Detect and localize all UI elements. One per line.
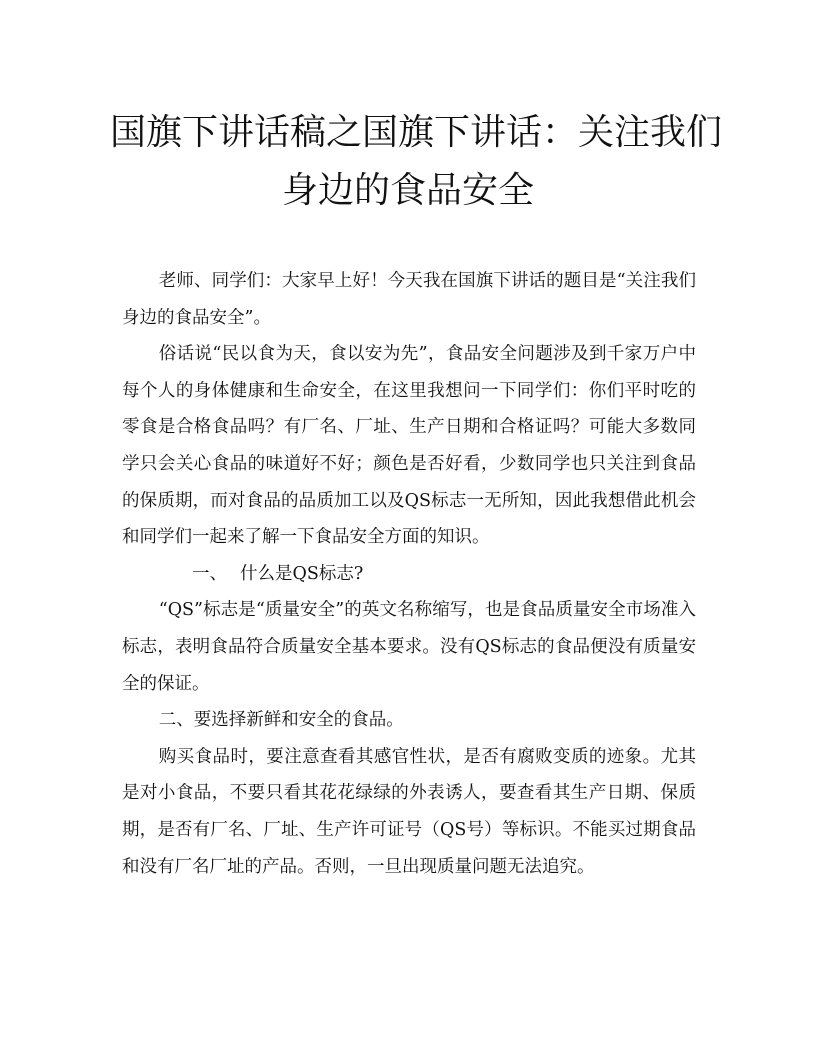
paragraph-buying: 购买食品时，要注意查看其感官性状，是否有腐败变质的迹象。尤其是对小食品，不要只看其花花绿绿的外表诱人，要查看其生产日期、保质期，是否有厂名、厂址、生产许可证号（QS号）等标识。不能买过期食品和没有厂名厂址的产品。否则，一旦出现质量问题无法追究。 xyxy=(122,746,696,877)
title-line-2: 身边的食品安全 xyxy=(281,170,534,211)
section-heading-1 xyxy=(122,556,696,593)
paragraph-intro: 俗话说“民以食为天，食以安为先”，食品安全问题涉及到千家万户中每个人的身体健康和生命安全，在这里我想问一下同学们：你们平时吃的零食是合格食品吗？有厂名、厂址、生产日期和合格证吗？可能大多数同学只会关心食品的味道好不好；颜色是否好看，少数同学也只关注到食品的保质期，而对食品的品质加工以及QS标志一无所知，因此我想借此机会和同学们一起来了解一下食品安全方面的知识。 xyxy=(122,344,696,548)
section-number-1: 一、 xyxy=(192,563,227,584)
document-body xyxy=(122,263,696,885)
paragraph-greeting: 老师、同学们：大家早上好！今天我在国旗下讲话的题目是“关注我们身边的食品安全”。 xyxy=(122,271,696,328)
section-title-1: 什么是QS标志? xyxy=(240,563,364,584)
paragraph-qs: “QS”标志是“质量安全”的英文名称缩写，也是食品质量安全市场准入标志，表明食品符合质量安全基本要求。没有QS标志的食品便没有质量安全的保证。 xyxy=(122,600,696,694)
document-title xyxy=(110,104,723,220)
section-heading-2: 二、要选择新鲜和安全的食品。 xyxy=(158,710,404,731)
title-line-1: 国旗下讲话稿之国旗下讲话：关注我们 xyxy=(110,112,723,153)
